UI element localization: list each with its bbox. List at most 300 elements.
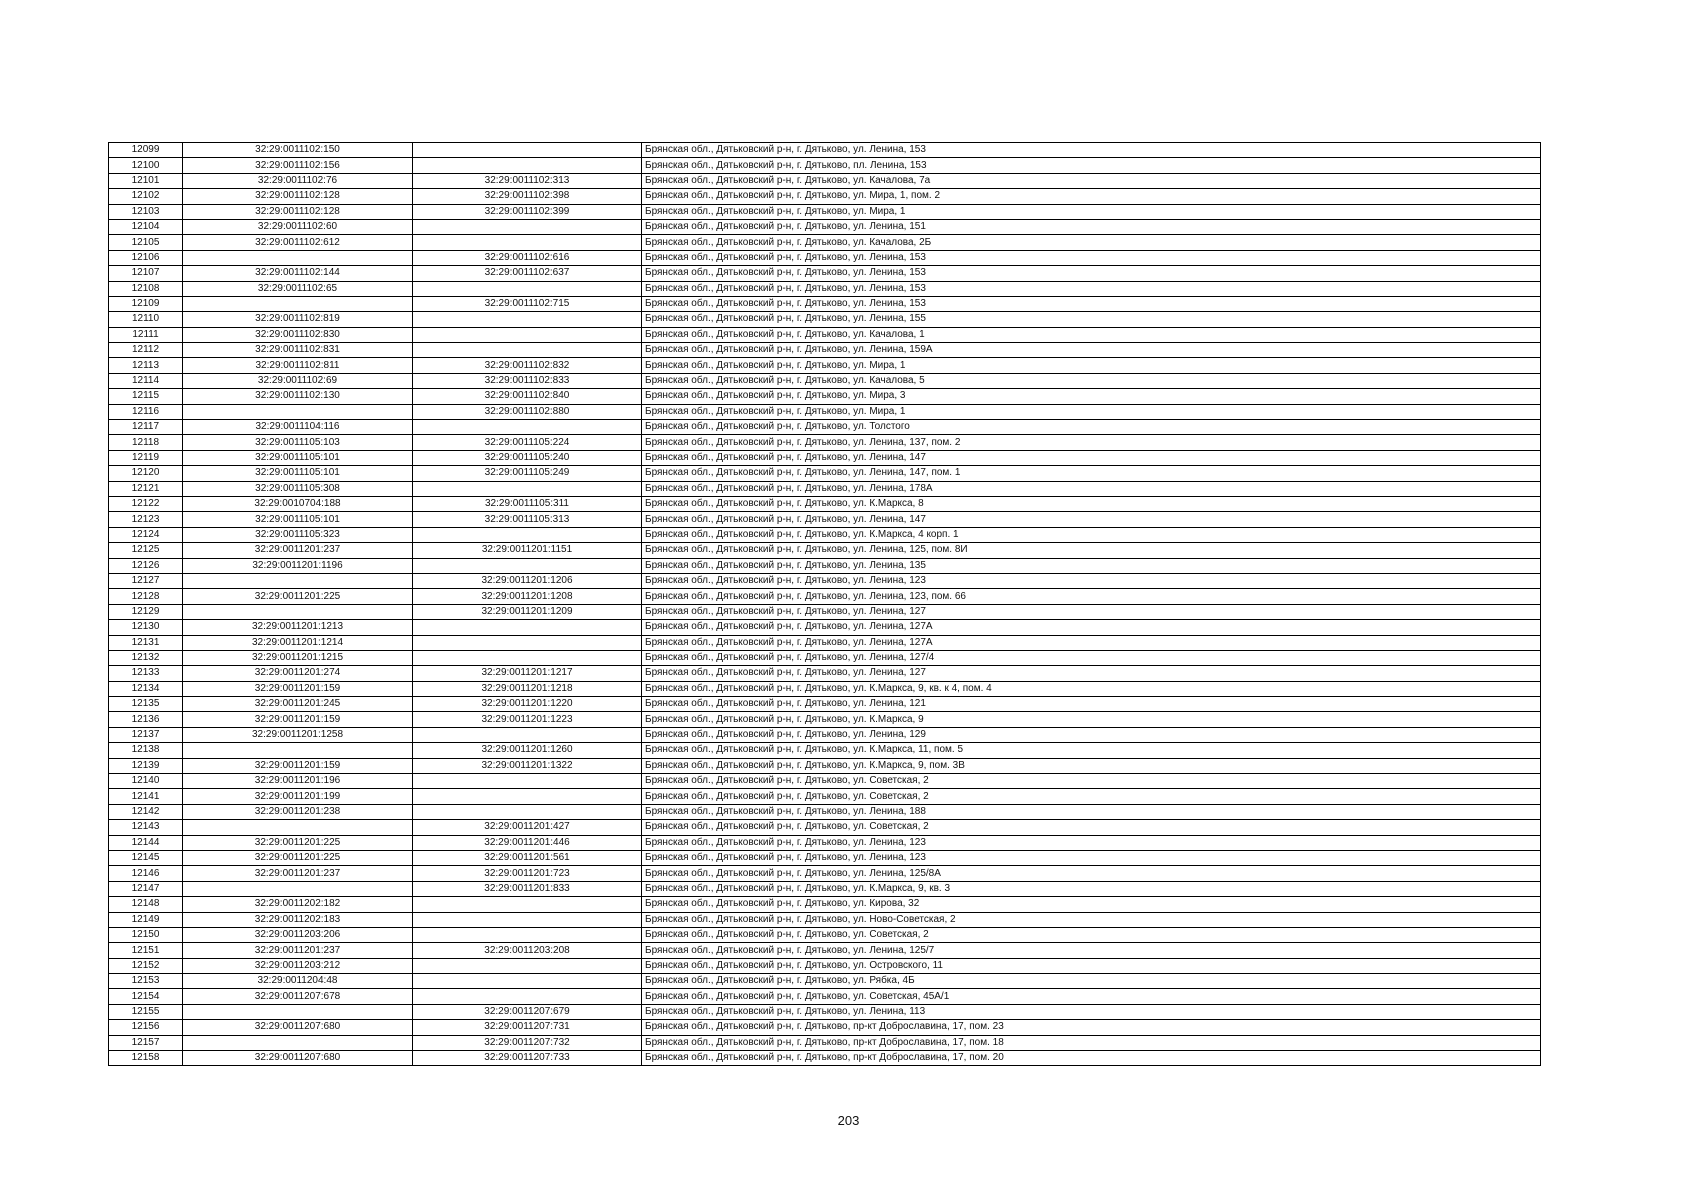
- address-cell: Брянская обл., Дятьковский р-н, г. Дятьково, ул. Ленина, 153: [642, 266, 1541, 281]
- parent-cadastral-number-cell: 32:29:0011102:840: [413, 389, 642, 404]
- row-number-cell: 12134: [109, 681, 183, 696]
- address-cell: Брянская обл., Дятьковский р-н, г. Дятьково, пл. Ленина, 153: [642, 158, 1541, 173]
- parent-cadastral-number-cell: 32:29:0011201:561: [413, 850, 642, 865]
- parent-cadastral-number-cell: 32:29:0011201:1223: [413, 712, 642, 727]
- table-row: [109, 204, 1541, 219]
- address-cell: Брянская обл., Дятьковский р-н, г. Дятьково, ул. Ленина, 121: [642, 697, 1541, 712]
- parent-cadastral-number-cell: 32:29:0011203:208: [413, 943, 642, 958]
- row-number-cell: 12111: [109, 327, 183, 342]
- address-cell: Брянская обл., Дятьковский р-н, г. Дятьково, ул. Ленина, 135: [642, 558, 1541, 573]
- address-cell: Брянская обл., Дятьковский р-н, г. Дятьково, ул. Ленина, 159А: [642, 343, 1541, 358]
- cadastral-number-cell: 32:29:0011102:819: [183, 312, 413, 327]
- row-number-cell: 12137: [109, 727, 183, 742]
- address-cell: Брянская обл., Дятьковский р-н, г. Дятьково, ул. К.Маркса, 9, пом. 3В: [642, 758, 1541, 773]
- address-cell: Брянская обл., Дятьковский р-н, г. Дятьково, ул. Ленина, 151: [642, 219, 1541, 234]
- cadastral-number-cell: 32:29:0011201:225: [183, 850, 413, 865]
- table-row: [109, 250, 1541, 265]
- row-number-cell: 12126: [109, 558, 183, 573]
- address-cell: Брянская обл., Дятьковский р-н, г. Дятьково, ул. Толстого: [642, 420, 1541, 435]
- parent-cadastral-number-cell: [413, 420, 642, 435]
- cadastral-number-cell: 32:29:0011201:159: [183, 712, 413, 727]
- address-cell: Брянская обл., Дятьковский р-н, г. Дятьково, ул. Советская, 2: [642, 927, 1541, 942]
- cadastral-number-cell: 32:29:0011105:308: [183, 481, 413, 496]
- address-cell: Брянская обл., Дятьковский р-н, г. Дятьково, ул. Ленина, 147: [642, 450, 1541, 465]
- parent-cadastral-number-cell: 32:29:0011102:715: [413, 296, 642, 311]
- address-cell: Брянская обл., Дятьковский р-н, г. Дятьково, ул. К.Маркса, 8: [642, 496, 1541, 511]
- address-cell: Брянская обл., Дятьковский р-н, г. Дятьково, ул. Ленина, 123: [642, 573, 1541, 588]
- row-number-cell: 12121: [109, 481, 183, 496]
- row-number-cell: 12139: [109, 758, 183, 773]
- parent-cadastral-number-cell: 32:29:0011105:311: [413, 496, 642, 511]
- address-cell: Брянская обл., Дятьковский р-н, г. Дятьково, ул. Ленина, 129: [642, 727, 1541, 742]
- parent-cadastral-number-cell: [413, 312, 642, 327]
- cadastral-number-cell: 32:29:0011104:116: [183, 420, 413, 435]
- cadastral-number-cell: 32:29:0011201:237: [183, 866, 413, 881]
- cadastral-number-cell: 32:29:0011201:159: [183, 681, 413, 696]
- table-row: [109, 635, 1541, 650]
- cadastral-number-cell: 32:29:0011207:680: [183, 1051, 413, 1066]
- parent-cadastral-number-cell: 32:29:0011201:1209: [413, 604, 642, 619]
- table-row: [109, 235, 1541, 250]
- row-number-cell: 12112: [109, 343, 183, 358]
- parent-cadastral-number-cell: 32:29:0011201:1208: [413, 589, 642, 604]
- cadastral-number-cell: 32:29:0010704:188: [183, 496, 413, 511]
- cadastral-number-cell: 32:29:0011102:811: [183, 358, 413, 373]
- parent-cadastral-number-cell: [413, 158, 642, 173]
- row-number-cell: 12144: [109, 835, 183, 850]
- row-number-cell: 12129: [109, 604, 183, 619]
- table-row: [109, 1020, 1541, 1035]
- address-cell: Брянская обл., Дятьковский р-н, г. Дятьково, ул. Ново-Советская, 2: [642, 912, 1541, 927]
- address-cell: Брянская обл., Дятьковский р-н, г. Дятьково, ул. Ленина, 127А: [642, 620, 1541, 635]
- row-number-cell: 12122: [109, 496, 183, 511]
- address-cell: Брянская обл., Дятьковский р-н, г. Дятьково, ул. Ленина, 153: [642, 250, 1541, 265]
- cadastral-number-cell: 32:29:0011201:225: [183, 835, 413, 850]
- row-number-cell: 12099: [109, 143, 183, 158]
- parent-cadastral-number-cell: [413, 912, 642, 927]
- cadastral-number-cell: 32:29:0011102:831: [183, 343, 413, 358]
- cadastral-number-cell: 32:29:0011102:128: [183, 189, 413, 204]
- parent-cadastral-number-cell: 32:29:0011102:880: [413, 404, 642, 419]
- row-number-cell: 12124: [109, 527, 183, 542]
- table-row: [109, 343, 1541, 358]
- address-cell: Брянская обл., Дятьковский р-н, г. Дятьково, ул. Качалова, 1: [642, 327, 1541, 342]
- parent-cadastral-number-cell: 32:29:0011201:1151: [413, 543, 642, 558]
- cadastral-number-cell: 32:29:0011201:274: [183, 666, 413, 681]
- table-row: [109, 943, 1541, 958]
- address-cell: Брянская обл., Дятьковский р-н, г. Дятьково, ул. Ленина, 123: [642, 850, 1541, 865]
- parent-cadastral-number-cell: [413, 897, 642, 912]
- row-number-cell: 12120: [109, 466, 183, 481]
- cadastral-number-cell: 32:29:0011105:101: [183, 512, 413, 527]
- row-number-cell: 12149: [109, 912, 183, 927]
- parent-cadastral-number-cell: [413, 974, 642, 989]
- row-number-cell: 12151: [109, 943, 183, 958]
- parent-cadastral-number-cell: 32:29:0011201:1206: [413, 573, 642, 588]
- row-number-cell: 12146: [109, 866, 183, 881]
- cadastral-number-cell: 32:29:0011201:237: [183, 943, 413, 958]
- table-row: [109, 1051, 1541, 1066]
- parent-cadastral-number-cell: [413, 481, 642, 496]
- cadastral-number-cell: 32:29:0011102:76: [183, 173, 413, 188]
- cadastral-number-cell: 32:29:0011207:678: [183, 989, 413, 1004]
- cadastral-number-cell: 32:29:0011201:237: [183, 543, 413, 558]
- cadastral-number-cell: 32:29:0011105:101: [183, 450, 413, 465]
- cadastral-number-cell: [183, 1004, 413, 1019]
- table-row: [109, 296, 1541, 311]
- row-number-cell: 12128: [109, 589, 183, 604]
- table-row: [109, 389, 1541, 404]
- row-number-cell: 12109: [109, 296, 183, 311]
- parent-cadastral-number-cell: 32:29:0011105:240: [413, 450, 642, 465]
- table-row: [109, 881, 1541, 896]
- row-number-cell: 12141: [109, 789, 183, 804]
- parent-cadastral-number-cell: [413, 235, 642, 250]
- address-cell: Брянская обл., Дятьковский р-н, г. Дятьково, ул. Советская, 2: [642, 820, 1541, 835]
- address-cell: Брянская обл., Дятьковский р-н, г. Дятьково, ул. Ленина, 178А: [642, 481, 1541, 496]
- row-number-cell: 12135: [109, 697, 183, 712]
- cadastral-number-cell: 32:29:0011201:1213: [183, 620, 413, 635]
- table-row: [109, 435, 1541, 450]
- cadastral-number-cell: [183, 1035, 413, 1050]
- parent-cadastral-number-cell: 32:29:0011201:427: [413, 820, 642, 835]
- cadastral-number-cell: 32:29:0011102:156: [183, 158, 413, 173]
- table-row: [109, 774, 1541, 789]
- table-row: [109, 850, 1541, 865]
- table-row: [109, 266, 1541, 281]
- address-cell: Брянская обл., Дятьковский р-н, г. Дятьково, ул. К.Маркса, 9, кв. 3: [642, 881, 1541, 896]
- address-cell: Брянская обл., Дятьковский р-н, г. Дятьково, ул. Качалова, 5: [642, 373, 1541, 388]
- address-cell: Брянская обл., Дятьковский р-н, г. Дятьково, пр-кт Доброславина, 17, пом. 23: [642, 1020, 1541, 1035]
- table-row: [109, 327, 1541, 342]
- cadastral-number-cell: 32:29:0011201:225: [183, 589, 413, 604]
- parent-cadastral-number-cell: [413, 219, 642, 234]
- table-row: [109, 974, 1541, 989]
- cadastral-number-cell: 32:29:0011201:1258: [183, 727, 413, 742]
- cadastral-number-cell: 32:29:0011202:183: [183, 912, 413, 927]
- parent-cadastral-number-cell: 32:29:0011102:313: [413, 173, 642, 188]
- row-number-cell: 12142: [109, 804, 183, 819]
- parent-cadastral-number-cell: 32:29:0011102:637: [413, 266, 642, 281]
- table-row: [109, 1035, 1541, 1050]
- address-cell: Брянская обл., Дятьковский р-н, г. Дятьково, ул. К.Маркса, 9: [642, 712, 1541, 727]
- cadastral-number-cell: 32:29:0011204:48: [183, 974, 413, 989]
- parent-cadastral-number-cell: [413, 774, 642, 789]
- row-number-cell: 12113: [109, 358, 183, 373]
- table-row: [109, 373, 1541, 388]
- parent-cadastral-number-cell: [413, 789, 642, 804]
- parent-cadastral-number-cell: 32:29:0011201:1220: [413, 697, 642, 712]
- cadastral-number-cell: [183, 743, 413, 758]
- cadastral-number-cell: 32:29:0011203:212: [183, 958, 413, 973]
- parent-cadastral-number-cell: [413, 650, 642, 665]
- cadastral-number-cell: 32:29:0011201:199: [183, 789, 413, 804]
- table-row: [109, 712, 1541, 727]
- parent-cadastral-number-cell: [413, 527, 642, 542]
- address-cell: Брянская обл., Дятьковский р-н, г. Дятьково, ул. Качалова, 2Б: [642, 235, 1541, 250]
- address-cell: Брянская обл., Дятьковский р-н, г. Дятьково, ул. Рябка, 4Б: [642, 974, 1541, 989]
- cadastral-number-cell: 32:29:0011102:144: [183, 266, 413, 281]
- table-row: [109, 420, 1541, 435]
- address-cell: Брянская обл., Дятьковский р-н, г. Дятьково, ул. К.Маркса, 4 корп. 1: [642, 527, 1541, 542]
- table-row: [109, 743, 1541, 758]
- address-cell: Брянская обл., Дятьковский р-н, г. Дятьково, ул. Ленина, 125/7: [642, 943, 1541, 958]
- row-number-cell: 12133: [109, 666, 183, 681]
- row-number-cell: 12103: [109, 204, 183, 219]
- address-cell: Брянская обл., Дятьковский р-н, г. Дятьково, ул. Качалова, 7а: [642, 173, 1541, 188]
- address-cell: Брянская обл., Дятьковский р-н, г. Дятьково, ул. Ленина, 127: [642, 666, 1541, 681]
- address-cell: Брянская обл., Дятьковский р-н, г. Дятьково, ул. Ленина, 153: [642, 143, 1541, 158]
- parent-cadastral-number-cell: 32:29:0011201:1218: [413, 681, 642, 696]
- table-row: [109, 512, 1541, 527]
- parent-cadastral-number-cell: [413, 343, 642, 358]
- row-number-cell: 12138: [109, 743, 183, 758]
- cadastral-number-cell: 32:29:0011201:1196: [183, 558, 413, 573]
- row-number-cell: 12148: [109, 897, 183, 912]
- address-cell: Брянская обл., Дятьковский р-н, г. Дятьково, ул. Островского, 11: [642, 958, 1541, 973]
- cadastral-number-cell: [183, 250, 413, 265]
- table-row: [109, 466, 1541, 481]
- parent-cadastral-number-cell: [413, 989, 642, 1004]
- row-number-cell: 12157: [109, 1035, 183, 1050]
- row-number-cell: 12102: [109, 189, 183, 204]
- row-number-cell: 12101: [109, 173, 183, 188]
- address-cell: Брянская обл., Дятьковский р-н, г. Дятьково, ул. Ленина, 125/8А: [642, 866, 1541, 881]
- parent-cadastral-number-cell: 32:29:0011201:446: [413, 835, 642, 850]
- row-number-cell: 12158: [109, 1051, 183, 1066]
- address-cell: Брянская обл., Дятьковский р-н, г. Дятьково, ул. Кирова, 32: [642, 897, 1541, 912]
- address-cell: Брянская обл., Дятьковский р-н, г. Дятьково, пр-кт Доброславина, 17, пом. 20: [642, 1051, 1541, 1066]
- table-row: [109, 758, 1541, 773]
- row-number-cell: 12130: [109, 620, 183, 635]
- row-number-cell: 12116: [109, 404, 183, 419]
- parent-cadastral-number-cell: 32:29:0011102:398: [413, 189, 642, 204]
- row-number-cell: 12156: [109, 1020, 183, 1035]
- parent-cadastral-number-cell: 32:29:0011207:733: [413, 1051, 642, 1066]
- table-row: [109, 312, 1541, 327]
- row-number-cell: 12108: [109, 281, 183, 296]
- table-row: [109, 1004, 1541, 1019]
- address-cell: Брянская обл., Дятьковский р-н, г. Дятьково, ул. Советская, 45А/1: [642, 989, 1541, 1004]
- row-number-cell: 12115: [109, 389, 183, 404]
- address-cell: Брянская обл., Дятьковский р-н, г. Дятьково, ул. Ленина, 147: [642, 512, 1541, 527]
- table-row: [109, 804, 1541, 819]
- parent-cadastral-number-cell: 32:29:0011105:249: [413, 466, 642, 481]
- parent-cadastral-number-cell: [413, 558, 642, 573]
- row-number-cell: 12145: [109, 850, 183, 865]
- cadastral-number-cell: 32:29:0011102:65: [183, 281, 413, 296]
- table-row: [109, 404, 1541, 419]
- row-number-cell: 12114: [109, 373, 183, 388]
- cadastral-number-cell: 32:29:0011202:182: [183, 897, 413, 912]
- parent-cadastral-number-cell: 32:29:0011102:399: [413, 204, 642, 219]
- row-number-cell: 12100: [109, 158, 183, 173]
- address-cell: Брянская обл., Дятьковский р-н, г. Дятьково, ул. Ленина, 127/4: [642, 650, 1541, 665]
- cadastral-number-cell: 32:29:0011105:101: [183, 466, 413, 481]
- table-row: [109, 912, 1541, 927]
- table-row: [109, 358, 1541, 373]
- row-number-cell: 12119: [109, 450, 183, 465]
- parent-cadastral-number-cell: 32:29:0011105:313: [413, 512, 642, 527]
- address-cell: Брянская обл., Дятьковский р-н, г. Дятьково, ул. Ленина, 137, пом. 2: [642, 435, 1541, 450]
- cadastral-number-cell: 32:29:0011201:238: [183, 804, 413, 819]
- parent-cadastral-number-cell: [413, 143, 642, 158]
- table-row: [109, 958, 1541, 973]
- address-cell: Брянская обл., Дятьковский р-н, г. Дятьково, ул. Мира, 1, пом. 2: [642, 189, 1541, 204]
- cadastral-number-cell: 32:29:0011201:159: [183, 758, 413, 773]
- table-row: [109, 820, 1541, 835]
- cadastral-number-cell: [183, 820, 413, 835]
- table-row: [109, 697, 1541, 712]
- table-row: [109, 727, 1541, 742]
- parent-cadastral-number-cell: 32:29:0011201:1260: [413, 743, 642, 758]
- address-cell: Брянская обл., Дятьковский р-н, г. Дятьково, ул. Ленина, 188: [642, 804, 1541, 819]
- parent-cadastral-number-cell: 32:29:0011105:224: [413, 435, 642, 450]
- cadastral-number-cell: 32:29:0011201:1214: [183, 635, 413, 650]
- parent-cadastral-number-cell: 32:29:0011201:833: [413, 881, 642, 896]
- registry-table-body: [109, 143, 1541, 1066]
- row-number-cell: 12132: [109, 650, 183, 665]
- parent-cadastral-number-cell: 32:29:0011102:833: [413, 373, 642, 388]
- parent-cadastral-number-cell: 32:29:0011102:832: [413, 358, 642, 373]
- row-number-cell: 12105: [109, 235, 183, 250]
- address-cell: Брянская обл., Дятьковский р-н, г. Дятьково, ул. Мира, 1: [642, 404, 1541, 419]
- table-row: [109, 620, 1541, 635]
- table-row: [109, 866, 1541, 881]
- parent-cadastral-number-cell: [413, 635, 642, 650]
- cadastral-number-cell: 32:29:0011207:680: [183, 1020, 413, 1035]
- parent-cadastral-number-cell: 32:29:0011102:616: [413, 250, 642, 265]
- address-cell: Брянская обл., Дятьковский р-н, г. Дятьково, ул. К.Маркса, 11, пом. 5: [642, 743, 1541, 758]
- cadastral-number-cell: 32:29:0011201:196: [183, 774, 413, 789]
- row-number-cell: 12110: [109, 312, 183, 327]
- row-number-cell: 12150: [109, 927, 183, 942]
- row-number-cell: 12143: [109, 820, 183, 835]
- cadastral-number-cell: 32:29:0011201:1215: [183, 650, 413, 665]
- table-row: [109, 789, 1541, 804]
- parent-cadastral-number-cell: [413, 727, 642, 742]
- parent-cadastral-number-cell: 32:29:0011207:679: [413, 1004, 642, 1019]
- table-row: [109, 927, 1541, 942]
- table-row: [109, 496, 1541, 511]
- table-row: [109, 650, 1541, 665]
- table-row: [109, 666, 1541, 681]
- address-cell: Брянская обл., Дятьковский р-н, г. Дятьково, ул. Ленина, 153: [642, 296, 1541, 311]
- row-number-cell: 12118: [109, 435, 183, 450]
- row-number-cell: 12123: [109, 512, 183, 527]
- row-number-cell: 12107: [109, 266, 183, 281]
- row-number-cell: 12147: [109, 881, 183, 896]
- parent-cadastral-number-cell: 32:29:0011201:723: [413, 866, 642, 881]
- cadastral-number-cell: 32:29:0011105:103: [183, 435, 413, 450]
- cadastral-number-cell: 32:29:0011102:128: [183, 204, 413, 219]
- row-number-cell: 12152: [109, 958, 183, 973]
- parent-cadastral-number-cell: [413, 927, 642, 942]
- cadastral-number-cell: [183, 296, 413, 311]
- address-cell: Брянская обл., Дятьковский р-н, г. Дятьково, ул. Ленина, 127А: [642, 635, 1541, 650]
- parent-cadastral-number-cell: [413, 620, 642, 635]
- page-number: 203: [837, 1113, 860, 1128]
- row-number-cell: 12153: [109, 974, 183, 989]
- address-cell: Брянская обл., Дятьковский р-н, г. Дятьково, ул. Ленина, 123: [642, 835, 1541, 850]
- row-number-cell: 12117: [109, 420, 183, 435]
- row-number-cell: 12140: [109, 774, 183, 789]
- address-cell: Брянская обл., Дятьковский р-н, г. Дятьково, ул. Ленина, 125, пом. 8И: [642, 543, 1541, 558]
- address-cell: Брянская обл., Дятьковский р-н, г. Дятьково, ул. Мира, 1: [642, 204, 1541, 219]
- cadastral-number-cell: [183, 404, 413, 419]
- table-row: [109, 558, 1541, 573]
- row-number-cell: 12106: [109, 250, 183, 265]
- table-row: [109, 281, 1541, 296]
- parent-cadastral-number-cell: [413, 281, 642, 296]
- table-row: [109, 573, 1541, 588]
- cadastral-number-cell: 32:29:0011203:206: [183, 927, 413, 942]
- parent-cadastral-number-cell: [413, 958, 642, 973]
- registry-table: [108, 142, 1541, 1066]
- table-row: [109, 527, 1541, 542]
- row-number-cell: 12104: [109, 219, 183, 234]
- cadastral-number-cell: 32:29:0011102:69: [183, 373, 413, 388]
- cadastral-number-cell: [183, 573, 413, 588]
- address-cell: Брянская обл., Дятьковский р-н, г. Дятьково, ул. Ленина, 123, пом. 66: [642, 589, 1541, 604]
- address-cell: Брянская обл., Дятьковский р-н, г. Дятьково, ул. Мира, 3: [642, 389, 1541, 404]
- table-row: [109, 897, 1541, 912]
- parent-cadastral-number-cell: 32:29:0011207:731: [413, 1020, 642, 1035]
- cadastral-number-cell: 32:29:0011102:150: [183, 143, 413, 158]
- cadastral-number-cell: 32:29:0011102:830: [183, 327, 413, 342]
- row-number-cell: 12155: [109, 1004, 183, 1019]
- table-row: [109, 481, 1541, 496]
- table-row: [109, 543, 1541, 558]
- table-row: [109, 989, 1541, 1004]
- cadastral-number-cell: 32:29:0011102:130: [183, 389, 413, 404]
- row-number-cell: 12131: [109, 635, 183, 650]
- address-cell: Брянская обл., Дятьковский р-н, г. Дятьково, ул. Советская, 2: [642, 774, 1541, 789]
- table-row: [109, 681, 1541, 696]
- cadastral-number-cell: 32:29:0011102:60: [183, 219, 413, 234]
- cadastral-number-cell: [183, 604, 413, 619]
- address-cell: Брянская обл., Дятьковский р-н, г. Дятьково, ул. Ленина, 127: [642, 604, 1541, 619]
- cadastral-number-cell: [183, 881, 413, 896]
- cadastral-number-cell: 32:29:0011105:323: [183, 527, 413, 542]
- table-row: [109, 835, 1541, 850]
- parent-cadastral-number-cell: [413, 804, 642, 819]
- parent-cadastral-number-cell: 32:29:0011201:1217: [413, 666, 642, 681]
- table-row: [109, 143, 1541, 158]
- parent-cadastral-number-cell: 32:29:0011201:1322: [413, 758, 642, 773]
- row-number-cell: 12125: [109, 543, 183, 558]
- cadastral-number-cell: 32:29:0011102:612: [183, 235, 413, 250]
- table-row: [109, 450, 1541, 465]
- address-cell: Брянская обл., Дятьковский р-н, г. Дятьково, ул. Ленина, 153: [642, 281, 1541, 296]
- address-cell: Брянская обл., Дятьковский р-н, г. Дятьково, ул. Ленина, 155: [642, 312, 1541, 327]
- address-cell: Брянская обл., Дятьковский р-н, г. Дятьково, ул. Мира, 1: [642, 358, 1541, 373]
- address-cell: Брянская обл., Дятьковский р-н, г. Дятьково, ул. Советская, 2: [642, 789, 1541, 804]
- table-row: [109, 604, 1541, 619]
- cadastral-number-cell: 32:29:0011201:245: [183, 697, 413, 712]
- address-cell: Брянская обл., Дятьковский р-н, г. Дятьково, ул. К.Маркса, 9, кв. к 4, пом. 4: [642, 681, 1541, 696]
- row-number-cell: 12154: [109, 989, 183, 1004]
- parent-cadastral-number-cell: [413, 327, 642, 342]
- parent-cadastral-number-cell: 32:29:0011207:732: [413, 1035, 642, 1050]
- table-row: [109, 158, 1541, 173]
- table-row: [109, 173, 1541, 188]
- row-number-cell: 12127: [109, 573, 183, 588]
- table-row: [109, 219, 1541, 234]
- address-cell: Брянская обл., Дятьковский р-н, г. Дятьково, ул. Ленина, 113: [642, 1004, 1541, 1019]
- table-row: [109, 189, 1541, 204]
- table-row: [109, 589, 1541, 604]
